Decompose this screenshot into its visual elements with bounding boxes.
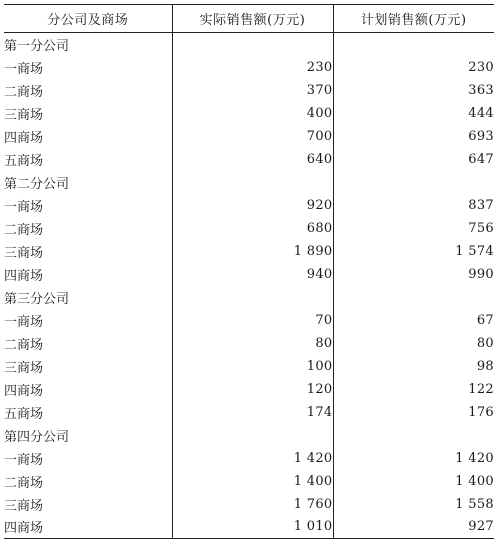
table-row: [4, 263, 494, 286]
table-row: [4, 194, 494, 217]
table-row: [4, 401, 494, 424]
planned-sales-cell: 756: [333, 217, 494, 240]
planned-sales-cell: 1 400: [333, 470, 494, 493]
branch-row: [4, 286, 494, 309]
table-body: [4, 33, 494, 539]
planned-sales-cell: 176: [333, 401, 494, 424]
planned-sales-cell: [333, 33, 494, 56]
store-name: 四商场: [4, 268, 44, 284]
table-row: [4, 447, 494, 470]
planned-sales-cell: [333, 424, 494, 447]
store-name: 五商场: [4, 406, 44, 422]
planned-sales-cell: 122: [333, 378, 494, 401]
actual-sales-cell: 400: [172, 102, 333, 125]
store-name: 三商场: [4, 498, 44, 514]
store-name: 三商场: [4, 360, 44, 376]
actual-sales-cell: 1 890: [172, 240, 333, 263]
actual-sales-cell: 1 010: [172, 516, 333, 539]
actual-sales-cell: 70: [172, 309, 333, 332]
branch-row: [4, 424, 494, 447]
header-actual-sales: 实际销售额(万元): [172, 5, 333, 33]
store-name: 一商场: [4, 452, 44, 468]
planned-sales-cell: 444: [333, 102, 494, 125]
actual-sales-cell: 80: [172, 332, 333, 355]
actual-sales-cell: 120: [172, 378, 333, 401]
table-row: [4, 217, 494, 240]
store-name: 五商场: [4, 153, 44, 169]
store-name: 四商场: [4, 516, 172, 539]
header-row: [4, 5, 494, 33]
actual-sales-cell: 680: [172, 217, 333, 240]
table-row: [4, 516, 494, 539]
table-row: [4, 148, 494, 171]
actual-sales-cell: 700: [172, 125, 333, 148]
table-row: [4, 309, 494, 332]
branch-name: 第三分公司: [4, 291, 70, 307]
planned-sales-cell: 98: [333, 355, 494, 378]
actual-sales-cell: [172, 286, 333, 309]
table-row: [4, 240, 494, 263]
actual-sales-cell: 940: [172, 263, 333, 286]
actual-sales-cell: 1 760: [172, 493, 333, 516]
sales-table: [4, 4, 494, 539]
table-row: [4, 56, 494, 79]
planned-sales-cell: 80: [333, 332, 494, 355]
table-header: [4, 5, 494, 33]
planned-sales-cell: 647: [333, 148, 494, 171]
branch-row: [4, 33, 494, 56]
planned-sales-cell: 67: [333, 309, 494, 332]
actual-sales-cell: [172, 33, 333, 56]
table-row: [4, 355, 494, 378]
table-row: [4, 493, 494, 516]
actual-sales-cell: 100: [172, 355, 333, 378]
table-row: [4, 102, 494, 125]
planned-sales-cell: 837: [333, 194, 494, 217]
store-name: 二商场: [4, 222, 44, 238]
header-planned-sales: 计划销售额(万元): [333, 5, 494, 33]
branch-name: 第二分公司: [4, 176, 70, 192]
planned-sales-cell: 990: [333, 263, 494, 286]
store-name: 一商场: [4, 314, 44, 330]
table-row: [4, 470, 494, 493]
table-row: [4, 332, 494, 355]
planned-sales-cell: [333, 286, 494, 309]
actual-sales-cell: 370: [172, 79, 333, 102]
planned-sales-cell: 693: [333, 125, 494, 148]
planned-sales-cell: 1 558: [333, 493, 494, 516]
planned-sales-cell: 1 574: [333, 240, 494, 263]
actual-sales-cell: 230: [172, 56, 333, 79]
planned-sales-cell: 230: [333, 56, 494, 79]
store-name: 一商场: [4, 199, 44, 215]
table-row: [4, 378, 494, 401]
store-name: 二商场: [4, 475, 44, 491]
table-row: [4, 125, 494, 148]
branch-row: [4, 171, 494, 194]
actual-sales-cell: [172, 171, 333, 194]
planned-sales-cell: 1 420: [333, 447, 494, 470]
actual-sales-cell: 640: [172, 148, 333, 171]
store-name: 三商场: [4, 107, 44, 123]
actual-sales-cell: 1 420: [172, 447, 333, 470]
planned-sales-cell: [333, 171, 494, 194]
table-row: [4, 79, 494, 102]
store-name: 二商场: [4, 84, 44, 100]
actual-sales-cell: 1 400: [172, 470, 333, 493]
store-name: 一商场: [4, 61, 44, 77]
store-name: 三商场: [4, 245, 44, 261]
branch-name: 第一分公司: [4, 38, 70, 54]
actual-sales-cell: [172, 424, 333, 447]
actual-sales-cell: 920: [172, 194, 333, 217]
store-name: 二商场: [4, 337, 44, 353]
branch-name: 第四分公司: [4, 429, 70, 445]
header-branch-and-store: 分公司及商场: [4, 5, 172, 33]
planned-sales-cell: 927: [333, 516, 494, 539]
store-name: 四商场: [4, 383, 44, 399]
planned-sales-cell: 363: [333, 79, 494, 102]
store-name: 四商场: [4, 130, 44, 146]
actual-sales-cell: 174: [172, 401, 333, 424]
